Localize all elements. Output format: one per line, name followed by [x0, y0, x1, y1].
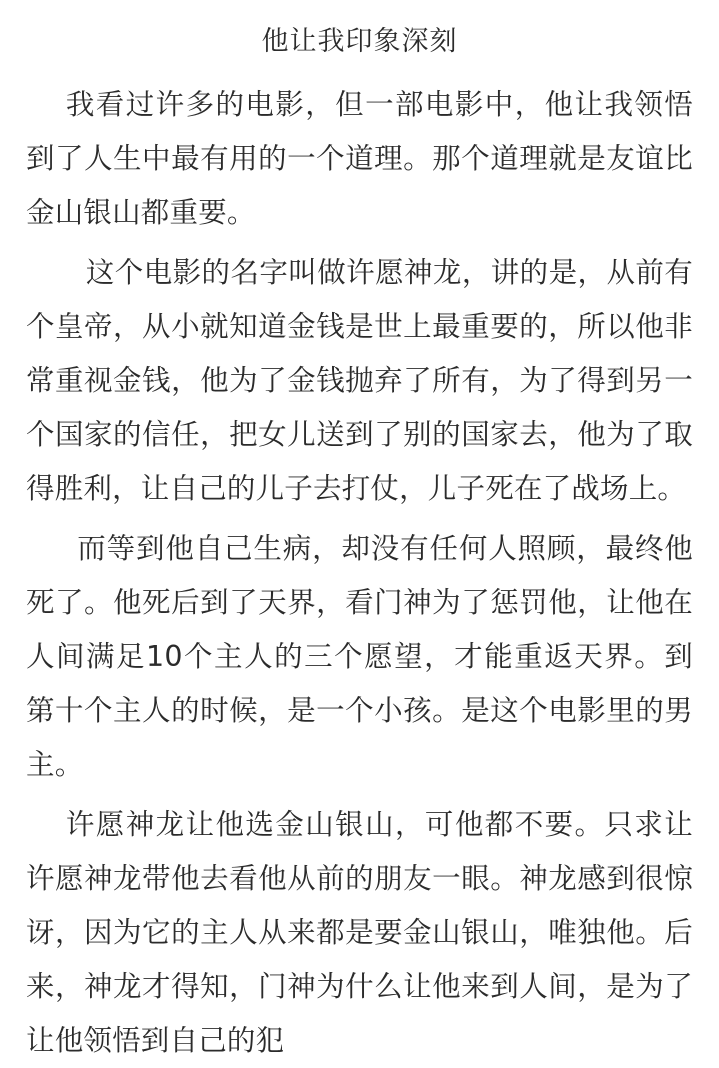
paragraph-3: 而等到他自己生病，却没有任何人照顾，最终他死了。他死后到了天界，看门神为了惩罚他，让他在人间满足10个主人的三个愿望，才能重返天界。到第十个主人的时候，是一个小孩。是这个电影里的男主。: [26, 532, 693, 781]
paragraph-4: 许愿神龙让他选金山银山，可他都不要。只求让许愿神龙带他去看他从前的朋友一眼。神龙感到很惊讶，因为它的主人从来都是要金山银山，唯独他。后来，神龙才得知，门神为什么让他来到人间，是为了让他领悟到自己的犯: [26, 808, 693, 1057]
paragraph-2: 这个电影的名字叫做许愿神龙，讲的是，从前有个皇帝，从小就知道金钱是世上最重要的，所以他非常重视金钱，他为了金钱抛弃了所有，为了得到另一个国家的信任，把女儿送到了别的国家去，他为了取得胜利，让自己的儿子去打仗，儿子死在了战场上。: [26, 256, 693, 505]
page-title: 他让我印象深刻: [261, 26, 458, 57]
paragraph-1: 我看过许多的电影，但一部电影中，他让我领悟到了人生中最有用的一个道理。那个道理就是友谊比金山银山都重要。: [26, 88, 693, 229]
